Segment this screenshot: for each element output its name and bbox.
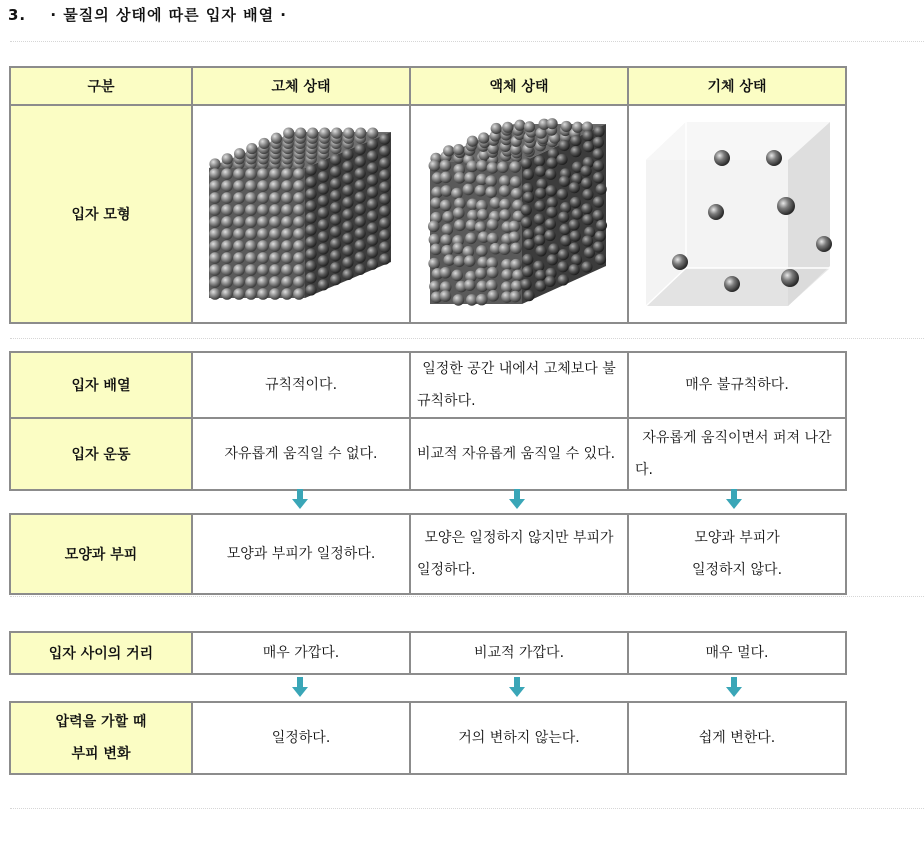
row-label-particle-model: 입자 모형 xyxy=(10,105,192,323)
section-title: · 물질의 상태에 따른 입자 배열 · xyxy=(50,6,287,24)
solid-pressure-volume: 일정하다. xyxy=(192,702,410,774)
particle-model-table xyxy=(9,66,847,324)
row-label-pressure-volume xyxy=(10,702,192,774)
gas-pressure-volume: 쉽게 변한다. xyxy=(628,702,846,774)
header-gas: 기체 상태 xyxy=(628,67,846,105)
liquid-pressure-volume: 거의 변하지 않는다. xyxy=(410,702,628,774)
row-label-particle-arrangement: 입자 배열 xyxy=(10,352,192,418)
gas-motion: 자유롭게 움직이면서 퍼져 나간다. xyxy=(628,418,846,490)
liquid-distance: 비교적 가깝다. xyxy=(410,632,628,674)
particle-distance-table xyxy=(9,631,847,675)
gas-model-cell xyxy=(628,105,846,323)
header-liquid: 액체 상태 xyxy=(410,67,628,105)
solid-particle-cube xyxy=(203,126,399,302)
solid-arrangement: 규칙적이다. xyxy=(192,352,410,418)
liquid-shape-volume: 모양은 일정하지 않지만 부피가 일정하다. xyxy=(410,514,628,594)
ruled-line xyxy=(10,596,924,597)
solid-distance: 매우 가깝다. xyxy=(192,632,410,674)
pressure-label-line2: 부피 변화 xyxy=(71,746,131,762)
shape-volume-table xyxy=(9,513,847,595)
down-arrow-icon xyxy=(292,677,308,697)
row-label-shape-volume: 모양과 부피 xyxy=(10,514,192,594)
solid-motion: 자유롭게 움직일 수 없다. xyxy=(192,418,410,490)
gas-distance: 매우 멀다. xyxy=(628,632,846,674)
section-number: 3. xyxy=(8,6,27,24)
liquid-motion: 비교적 자유롭게 움직일 수 있다. xyxy=(410,418,628,490)
particle-arrangement-table xyxy=(9,351,847,491)
pressure-label-line1: 압력을 가할 때 xyxy=(55,714,147,730)
ruled-line xyxy=(10,41,924,42)
down-arrow-icon xyxy=(509,677,525,697)
gas-shape-volume-line1: 모양과 부피가 xyxy=(694,530,780,546)
pressure-volume-table xyxy=(9,701,847,775)
gas-arrangement: 매우 불규칙하다. xyxy=(628,352,846,418)
header-solid: 고체 상태 xyxy=(192,67,410,105)
solid-model-cell xyxy=(192,105,410,323)
ruled-line xyxy=(10,808,924,809)
ruled-line xyxy=(10,338,924,339)
down-arrow-icon xyxy=(726,489,742,509)
down-arrow-icon xyxy=(292,489,308,509)
solid-shape-volume: 모양과 부피가 일정하다. xyxy=(192,514,410,594)
row-label-particle-motion: 입자 운동 xyxy=(10,418,192,490)
liquid-arrangement: 일정한 공간 내에서 고체보다 불규칙하다. xyxy=(410,352,628,418)
section-heading xyxy=(8,4,287,25)
liquid-model-cell xyxy=(410,105,628,323)
down-arrow-icon xyxy=(726,677,742,697)
header-category: 구분 xyxy=(10,67,192,105)
down-arrow-icon xyxy=(509,489,525,509)
row-label-particle-distance: 입자 사이의 거리 xyxy=(10,632,192,674)
gas-shape-volume xyxy=(628,514,846,594)
gas-particle-cube xyxy=(640,116,834,312)
liquid-particle-cube xyxy=(424,116,614,312)
gas-shape-volume-line2: 일정하지 않다. xyxy=(691,562,783,578)
